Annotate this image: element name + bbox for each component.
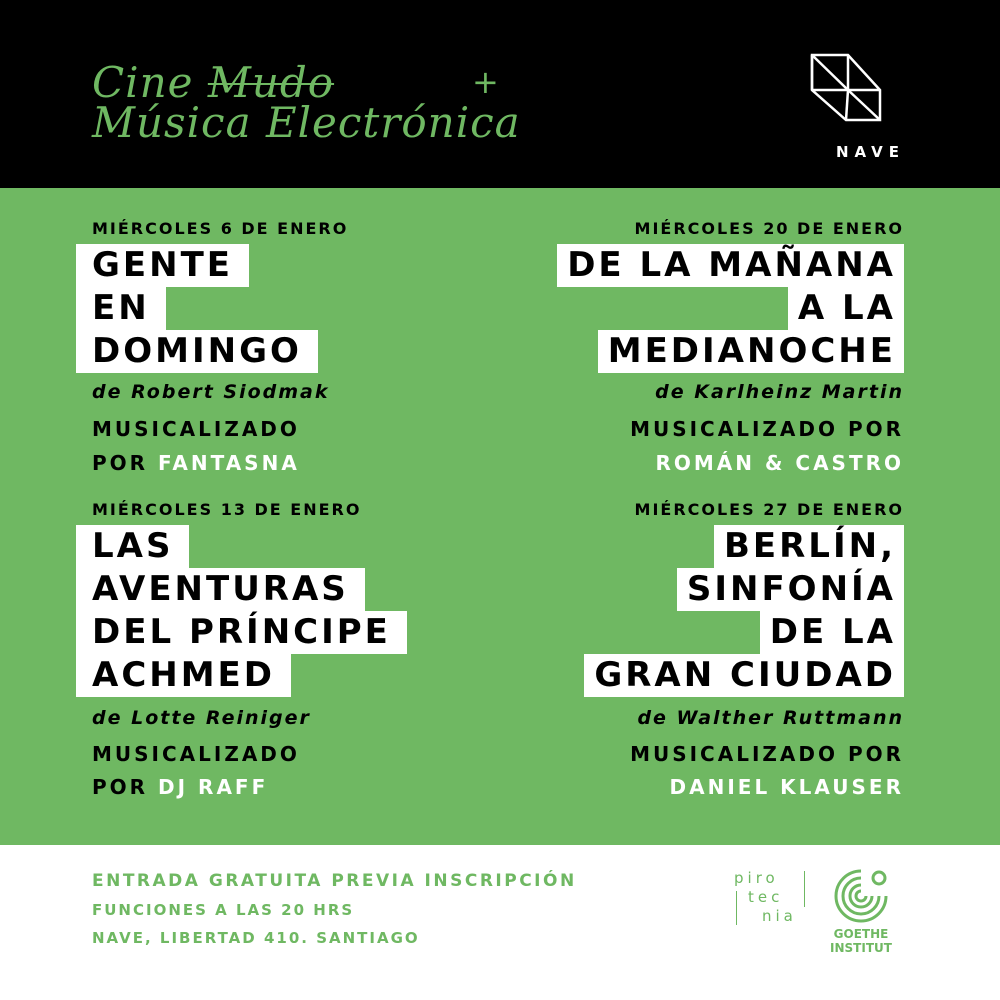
event-date: MIÉRCOLES 27 DE ENERO xyxy=(634,500,904,519)
film-title-line: GRAN CIUDAD xyxy=(584,654,904,697)
film-title xyxy=(584,525,904,697)
poster-footer xyxy=(0,845,1000,1000)
musician-name: DJ RAFF xyxy=(158,775,269,799)
musician-credit xyxy=(92,777,268,797)
film-title-line: DE LA xyxy=(760,611,904,654)
film-title-line: EN xyxy=(76,287,166,330)
film-title xyxy=(92,244,318,373)
film-schedule xyxy=(0,188,1000,845)
nave-cube-icon xyxy=(808,52,884,124)
goethe-label-line1: GOETHE xyxy=(833,927,889,941)
musicalized-label: MUSICALIZADO xyxy=(92,742,300,766)
goethe-label-line2: INSTITUT xyxy=(830,941,892,955)
musician-credit xyxy=(92,453,300,473)
film-title-line: LAS xyxy=(76,525,189,568)
event-date: MIÉRCOLES 13 DE ENERO xyxy=(92,500,362,519)
pirotecnia-part: piro xyxy=(734,869,779,887)
film-title xyxy=(557,244,904,373)
musician-name: FANTASNA xyxy=(158,451,300,475)
event-date: MIÉRCOLES 6 DE ENERO xyxy=(92,219,349,238)
film-director: de Karlheinz Martin xyxy=(655,381,904,403)
film-director: de Lotte Reiniger xyxy=(92,707,311,729)
showtime-notice: FUNCIONES A LAS 20 HRS xyxy=(92,901,355,919)
title-word-mudo-struck: Mudo xyxy=(207,58,335,107)
film-title-line: DOMINGO xyxy=(76,330,318,373)
musicalized-label: MUSICALIZADO POR xyxy=(630,417,904,441)
venue-address: NAVE, LIBERTAD 410. SANTIAGO xyxy=(92,929,420,947)
event-date: MIÉRCOLES 20 DE ENERO xyxy=(634,219,904,238)
film-title-line: ACHMED xyxy=(76,654,291,697)
pirotecnia-part: nia xyxy=(762,907,797,925)
film-title xyxy=(92,525,407,697)
film-title-line: A LA xyxy=(788,287,904,330)
musicalized-por: POR xyxy=(92,775,149,799)
film-director: de Robert Siodmak xyxy=(92,381,330,403)
film-title-line: MEDIANOCHE xyxy=(598,330,904,373)
goethe-institut-name xyxy=(820,927,902,955)
logo-divider xyxy=(804,871,805,907)
film-title-line: AVENTURAS xyxy=(76,568,365,611)
film-title-line: GENTE xyxy=(76,244,249,287)
musicalized-label: MUSICALIZADO POR xyxy=(630,742,904,766)
musicalized-por: POR xyxy=(92,451,149,475)
musician-name: ROMÁN & CASTRO xyxy=(655,451,904,475)
film-director: de Walther Ruttmann xyxy=(637,707,904,729)
org-name-nave: NAVE xyxy=(836,143,905,161)
film-title-line: DE LA MAÑANA xyxy=(557,244,904,287)
goethe-institut-spiral-icon xyxy=(832,867,890,925)
film-title-line: DEL PRÍNCIPE xyxy=(76,611,407,654)
musicalized-label: MUSICALIZADO xyxy=(92,417,300,441)
film-title-line: BERLÍN, xyxy=(714,525,904,568)
poster-header xyxy=(0,0,1000,188)
musician-name: DANIEL KLAUSER xyxy=(669,775,904,799)
logo-divider xyxy=(736,891,737,925)
free-entry-notice: ENTRADA GRATUITA PREVIA INSCRIPCIÓN xyxy=(92,871,577,891)
pirotecnia-part: tec xyxy=(748,888,784,906)
series-title-line2: Música Electrónica xyxy=(92,98,521,147)
title-word-cine: Cine xyxy=(92,58,194,107)
film-title-line: SINFONÍA xyxy=(677,568,904,611)
plus-sign: + xyxy=(472,63,499,101)
pirotecnia-logo xyxy=(732,869,812,929)
